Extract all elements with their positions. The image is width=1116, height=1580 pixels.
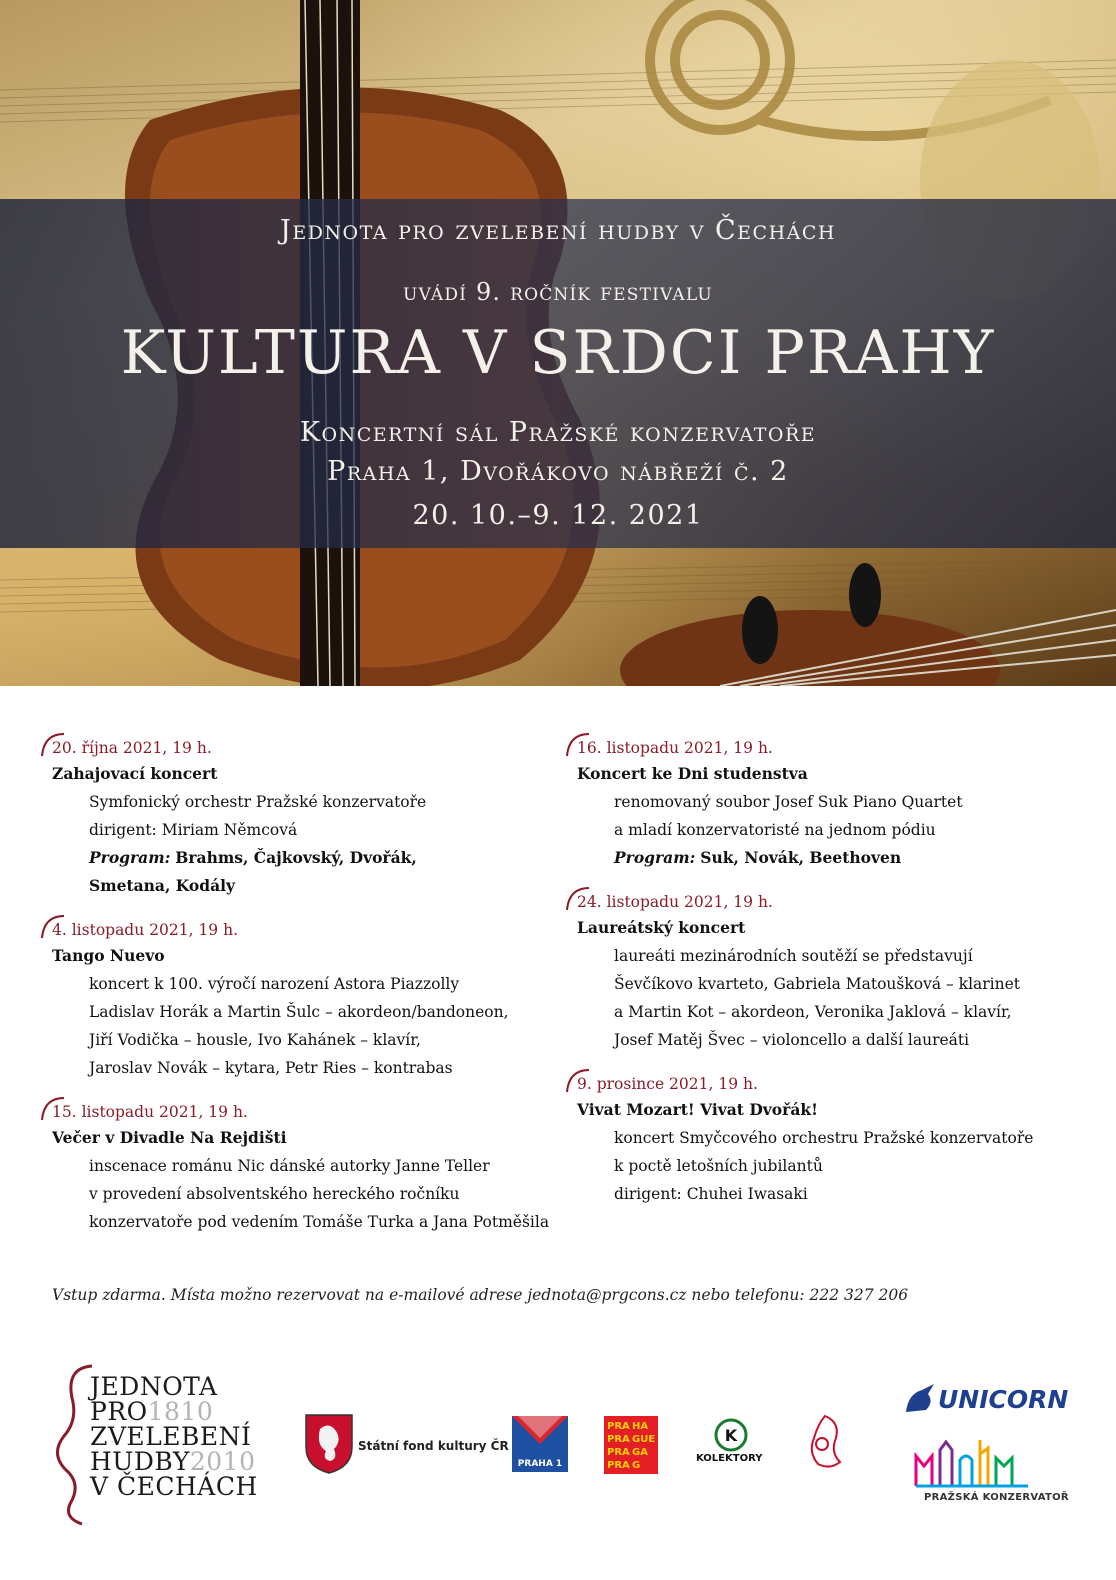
arc-ornament-icon bbox=[563, 884, 593, 914]
event-detail: v provedení absolventského hereckého ročníku bbox=[89, 1185, 460, 1203]
event-detail: Jiří Vodička – housle, Ivo Kahánek – klavír, bbox=[89, 1031, 421, 1049]
event-item bbox=[40, 1100, 560, 1236]
event-detail: Symfonický orchestr Pražské konzervatoře bbox=[89, 793, 427, 811]
prague-text: PRA bbox=[607, 1421, 630, 1432]
statni-fond-kultury-logo: Státní fond kultury ČR bbox=[358, 1439, 509, 1453]
praha1-logo bbox=[512, 1416, 568, 1472]
event-detail: koncert k 100. výročí narození Astora Piazzolly bbox=[89, 975, 460, 993]
event-title: Večer v Divadle Na Rejdišti bbox=[52, 1128, 287, 1147]
event-item bbox=[40, 736, 560, 900]
prazska-konzervator-icon bbox=[912, 1436, 1032, 1488]
logo-year: 1810 bbox=[147, 1397, 214, 1426]
svg-text:K: K bbox=[724, 1426, 738, 1445]
event-detail: koncert Smyčcového orchestru Pražské konzervatoře bbox=[614, 1129, 1034, 1147]
event-program bbox=[40, 844, 560, 872]
event-detail: dirigent: Miriam Němcová bbox=[89, 821, 298, 839]
praha-prague-logo bbox=[604, 1416, 658, 1474]
event-item bbox=[565, 890, 1085, 1054]
event-title: Tango Nuevo bbox=[52, 946, 165, 965]
prague-text: PRA bbox=[607, 1460, 630, 1471]
program-column-right bbox=[565, 736, 1085, 1226]
program-label: Program: bbox=[614, 848, 696, 867]
hero-presents: uvádí 9. ročník festivalu bbox=[403, 278, 713, 306]
logo-line: ZVELEBENÍ bbox=[90, 1422, 252, 1451]
event-detail: a mladí konzervatoristé na jednom pódiu bbox=[614, 821, 936, 839]
hero-organizer: Jednota pro zvelebení hudby v Čechách bbox=[280, 215, 836, 246]
event-item bbox=[40, 918, 560, 1082]
arc-ornament-icon bbox=[38, 912, 68, 942]
nadace-zivot-umelce-icon bbox=[800, 1412, 850, 1474]
logo-word: PRO bbox=[90, 1397, 148, 1426]
event-detail: Josef Matěj Švec – violoncello a další laureáti bbox=[614, 1031, 970, 1049]
kolektory-icon bbox=[714, 1418, 748, 1452]
prague-text: GUE bbox=[632, 1434, 656, 1445]
event-date: 15. listopadu 2021, 19 h. bbox=[52, 1103, 248, 1121]
jednota-logo-text bbox=[90, 1374, 258, 1499]
event-title: Zahajovací koncert bbox=[52, 764, 218, 783]
logo-line: V ČECHÁCH bbox=[90, 1472, 258, 1501]
logo-line bbox=[90, 1399, 258, 1424]
prague-text: GA bbox=[632, 1447, 648, 1458]
event-detail: konzervatoře pod vedením Tomáše Turka a Jana Potměšila bbox=[89, 1213, 550, 1231]
hero-banner bbox=[0, 0, 1116, 686]
event-title: Laureátský koncert bbox=[577, 918, 746, 937]
program-column-left bbox=[40, 736, 560, 1254]
event-detail: Ladislav Horák a Martin Šulc – akordeon/bandoneon, bbox=[89, 1003, 509, 1021]
event-detail: laureáti mezinárodních soutěží se představují bbox=[614, 947, 973, 965]
hero-title: KULTURA V SRDCI PRAHY bbox=[120, 318, 996, 388]
event-detail: a Martin Kot – akordeon, Veronika Jaklová – klavír, bbox=[614, 1003, 1012, 1021]
praha1-label: PRAHA 1 bbox=[517, 1459, 563, 1469]
event-detail: renomovaný soubor Josef Suk Piano Quartet bbox=[614, 793, 963, 811]
prague-text: G bbox=[632, 1460, 641, 1471]
event-date: 4. listopadu 2021, 19 h. bbox=[52, 921, 238, 939]
prazska-konzervator-logo: PRAŽSKÁ KONZERVATOŘ bbox=[924, 1492, 1069, 1503]
event-date: 9. prosince 2021, 19 h. bbox=[577, 1075, 758, 1093]
prague-text: HA bbox=[632, 1421, 649, 1432]
program-composers: Brahms, Čajkovský, Dvořák, bbox=[175, 848, 417, 867]
arc-ornament-icon bbox=[38, 1094, 68, 1124]
program-composers: Smetana, Kodály bbox=[89, 876, 236, 895]
event-detail: Jaroslav Novák – kytara, Petr Ries – kontrabas bbox=[89, 1059, 453, 1077]
program-label: Program: bbox=[89, 848, 171, 867]
logo-word: HUDBY bbox=[90, 1447, 190, 1476]
event-title: Vivat Mozart! Vivat Dvořák! bbox=[577, 1100, 818, 1119]
hero-venue: Koncertní sál Pražské konzervatoře bbox=[299, 417, 817, 448]
reservation-note: Vstup zdarma. Místa možno rezervovat na e-mailové adrese jednota@prgcons.cz nebo telefonu: 222 327 206 bbox=[52, 1286, 909, 1304]
event-program bbox=[40, 872, 560, 900]
event-detail: inscenace románu Nic dánské autorky Janne Teller bbox=[89, 1157, 490, 1175]
event-item bbox=[565, 1072, 1085, 1208]
event-detail: dirigent: Chuhei Iwasaki bbox=[614, 1185, 808, 1203]
prague-text: PRA bbox=[607, 1447, 630, 1458]
event-date: 24. listopadu 2021, 19 h. bbox=[577, 893, 773, 911]
event-item bbox=[565, 736, 1085, 872]
unicorn-icon bbox=[902, 1382, 938, 1416]
logo-year: 2010 bbox=[189, 1447, 256, 1476]
event-date: 16. listopadu 2021, 19 h. bbox=[577, 739, 773, 757]
logo-line bbox=[90, 1449, 258, 1474]
event-detail: k poctě letošních jubilantů bbox=[614, 1157, 823, 1175]
event-detail: Ševčíkovo kvarteto, Gabriela Matoušková – klarinet bbox=[614, 975, 1021, 993]
prague-text: PRA bbox=[607, 1434, 630, 1445]
event-date: 20. října 2021, 19 h. bbox=[52, 739, 212, 757]
event-program bbox=[565, 844, 1085, 872]
program-composers: Suk, Novák, Beethoven bbox=[700, 848, 902, 867]
hero-address: Praha 1, Dvořákovo nábřeží č. 2 bbox=[327, 456, 789, 487]
logo-line: JEDNOTA bbox=[90, 1372, 218, 1401]
czech-coat-of-arms-icon bbox=[304, 1413, 354, 1475]
arc-ornament-icon bbox=[563, 1066, 593, 1096]
event-title: Koncert ke Dni studenstva bbox=[577, 764, 808, 783]
arc-ornament-icon bbox=[38, 730, 68, 760]
kolektory-logo: KOLEKTORY bbox=[696, 1453, 763, 1464]
unicorn-logo: UNICORN bbox=[938, 1385, 1069, 1414]
hero-dates: 20. 10.–9. 12. 2021 bbox=[412, 500, 704, 531]
arc-ornament-icon bbox=[563, 730, 593, 760]
jednota-logo bbox=[52, 1358, 282, 1528]
